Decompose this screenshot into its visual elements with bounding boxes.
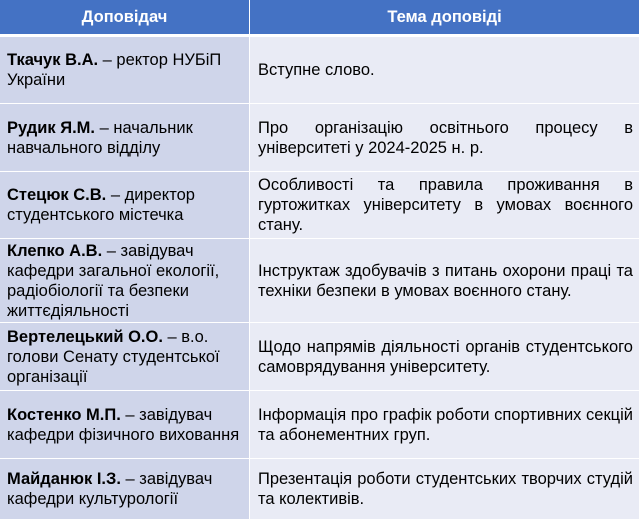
speaker-cell — [0, 239, 250, 323]
topic-text: Особливості та правила проживання в гуртожитках університету в умовах воєнного стану. — [258, 176, 633, 234]
speaker-name: Ткачук В.А. — [7, 51, 99, 69]
speaker-role: – директор студентського містечка — [7, 186, 195, 224]
speaker-cell — [0, 391, 250, 459]
topic-cell — [250, 239, 640, 323]
topic-text: Вступне слово. — [258, 61, 375, 79]
column-header-speaker: Доповідач — [0, 0, 250, 37]
speaker-name: Майданюк І.З. — [7, 470, 121, 488]
topic-cell — [250, 391, 640, 459]
speaker-role: – завідувач кафедри загальної екології, радіобіології та безпеки життєдіяльності — [7, 241, 220, 320]
speaker-cell — [0, 37, 250, 104]
topic-text: Інструктаж здобувачів з питань охорони праці та техніки безпеки в умовах воєнного стану. — [258, 261, 633, 300]
speaker-role: – ректор НУБіП України — [7, 51, 222, 89]
topic-cell — [250, 104, 640, 172]
speaker-name: Клепко А.В. — [7, 241, 103, 260]
speaker-name: Костенко М.П. — [7, 405, 121, 424]
speaker-cell — [0, 323, 250, 391]
topic-cell — [250, 37, 640, 104]
column-header-topic: Тема доповіді — [250, 0, 640, 37]
speaker-cell — [0, 172, 250, 239]
topic-cell — [250, 323, 640, 391]
speaker-cell — [0, 459, 250, 520]
topic-cell — [250, 459, 640, 520]
topic-text: Щодо напрямів діяльності органів студентського самоврядування університету. — [258, 337, 633, 376]
speaker-role: – завідувач кафедри культурології — [7, 470, 213, 508]
speaker-role: – завідувач кафедри фізичного виховання — [7, 405, 240, 444]
speaker-role: – начальник навчального відділу — [7, 118, 193, 157]
topic-text: Про організацію освітнього процесу в університеті у 2024-2025 н. р. — [258, 118, 633, 157]
speaker-role: – в.о. голови Сенату студентської організації — [7, 327, 220, 386]
topic-cell — [250, 172, 640, 239]
speaker-name: Рудик Я.М. — [7, 118, 96, 137]
speaker-name: Стецюк С.В. — [7, 186, 107, 204]
speaker-cell — [0, 104, 250, 172]
speaker-name: Вертелецький О.О. — [7, 327, 163, 346]
topic-text: Презентація роботи студентських творчих студій та колективів. — [258, 470, 633, 508]
topic-text: Інформація про графік роботи спортивних секцій та абонементних груп. — [258, 405, 633, 444]
